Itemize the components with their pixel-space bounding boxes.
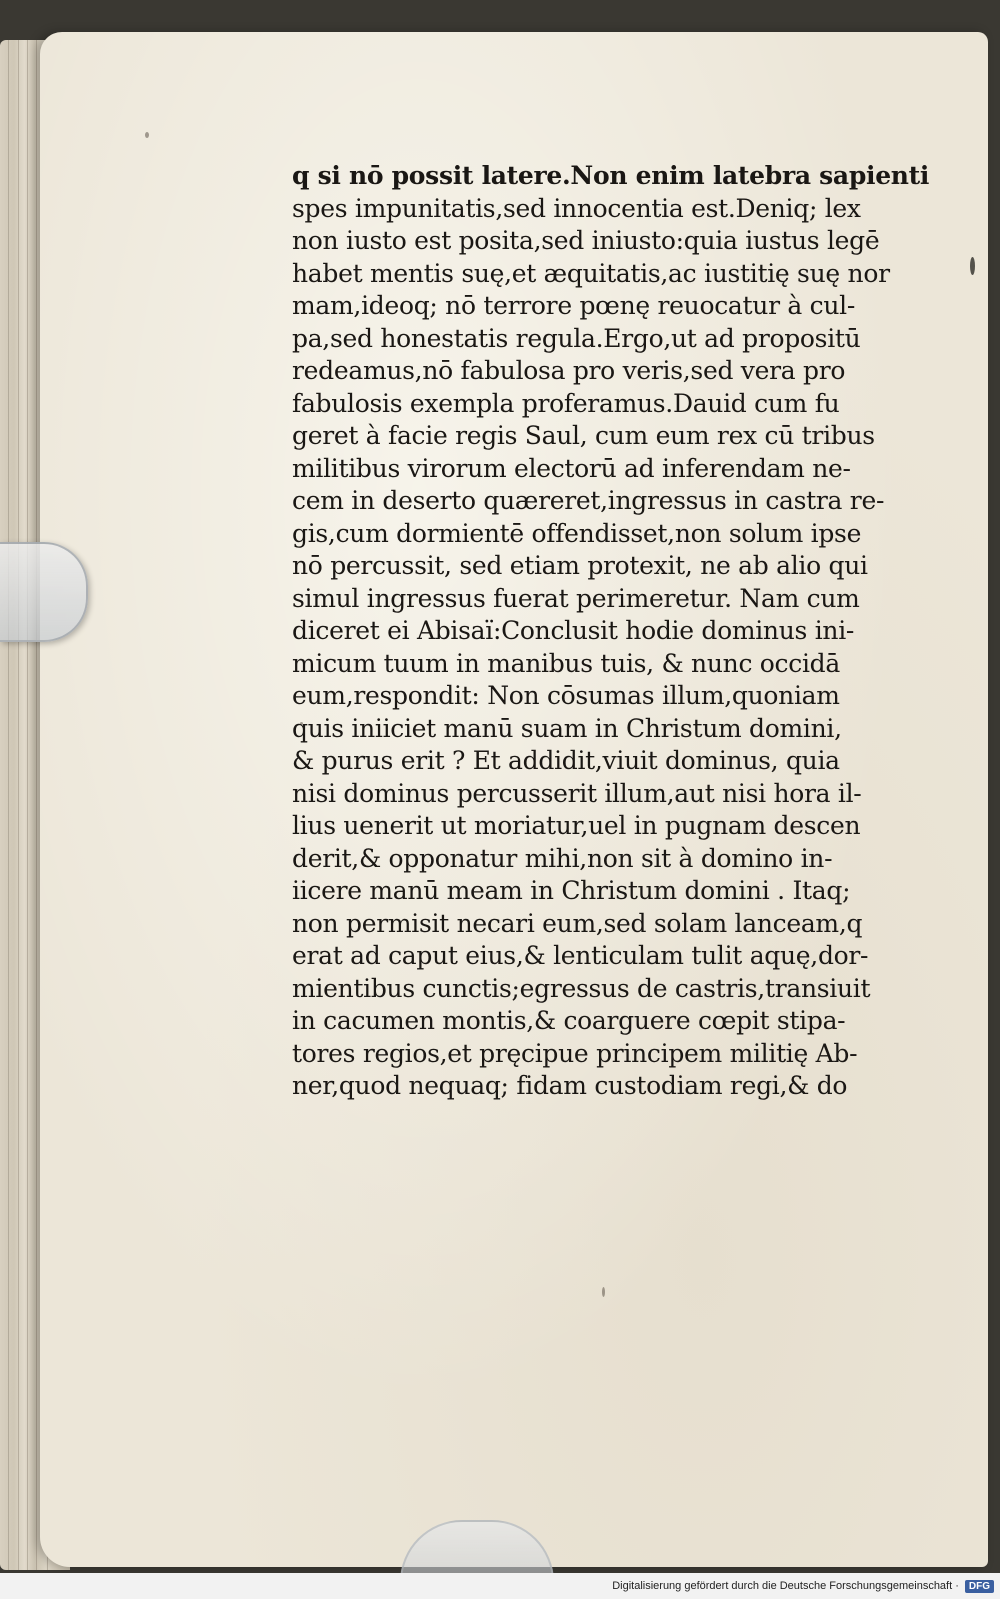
text-line: cem in deserto quæreret,ingressus in castra re- (292, 486, 885, 515)
text-line: pa,sed honestatis regula.Ergo,ut ad propositū (292, 323, 861, 353)
text-line: q si nō possit latere.Non enim latebra sapienti (292, 161, 930, 190)
text-line: tores regios,et pręcipue principem militię Ab- (292, 1038, 858, 1068)
text-line: mam,ideoq; nō terrore pœnę reuocatur à cul- (292, 291, 855, 320)
text-line: nō percussit, sed etiam protexit, ne ab alio qui (292, 551, 868, 580)
text-line: geret à facie regis Saul, cum eum rex cū tribus (292, 421, 875, 450)
text-line: in cacumen montis,& coarguere cœpit stipa- (292, 1006, 846, 1035)
text-line: non permisit necari eum,sed solam lanceam,q (292, 908, 863, 938)
text-line: spes impunitatis,sed innocentia est.Deniq; lex (292, 193, 861, 223)
text-line: habet mentis suę,et æquitatis,ac iustitię suę nor (292, 258, 890, 288)
digitization-credit-bar (0, 1573, 1000, 1599)
digitization-credit: Digitalisierung gefördert durch die Deutsche Forschungsgemeinschaft · (612, 1580, 959, 1592)
text-line: simul ingressus fuerat perimeretur. Nam cum (292, 583, 860, 613)
text-line: & purus erit ? Et addidit,viuit dominus, quia (292, 746, 840, 775)
text-line: gis,cum dormientē offendisset,non solum ipse (292, 518, 862, 548)
text-line: fabulosis exempla proferamus.Dauid cum fu (292, 388, 840, 418)
text-line: ner,quod nequaq; fidam custodiam regi,& do (292, 1071, 848, 1100)
text-line: mientibus cunctis;egressus de castris,transiuit (292, 973, 871, 1003)
text-line: militibus virorum electorū ad inferendam ne- (292, 453, 851, 483)
text-line: lius uenerit ut moriatur,uel in pugnam descen (292, 811, 861, 840)
dfg-logo-icon: DFG (965, 1580, 994, 1593)
text-line: quis iniiciet manū suam in Christum domini, (292, 713, 842, 743)
text-line: erat ad caput eius,& lenticulam tulit aquę,dor- (292, 941, 869, 970)
text-line: non iusto est posita,sed iniusto:quia iustus legē (292, 226, 880, 255)
text-line: nisi dominus percusserit illum,aut nisi hora il- (292, 778, 862, 808)
text-block (292, 160, 942, 1103)
text-line: micum tuum in manibus tuis, & nunc occidā (292, 648, 840, 678)
text-line: diceret ei Abisaï:Conclusit hodie dominus ini- (292, 616, 855, 645)
glass-page-weight (0, 542, 88, 642)
text-line: iicere manū meam in Christum domini . Itaq; (292, 876, 851, 905)
text-line: redeamus,nō fabulosa pro veris,sed vera pro (292, 356, 846, 385)
text-line: derit,& opponatur mihi,non sit à domino in- (292, 843, 833, 873)
text-line: eum,respondit: Non cōsumas illum,quoniam (292, 681, 840, 710)
